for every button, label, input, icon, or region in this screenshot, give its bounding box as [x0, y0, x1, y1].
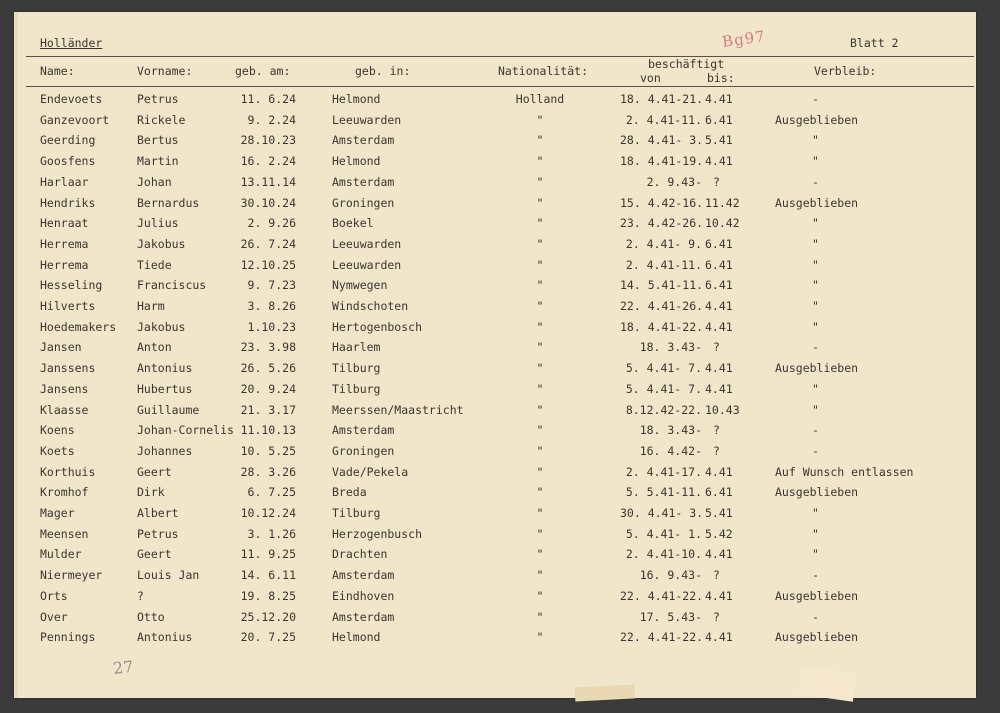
cell-birth-date: 20. 9.24: [240, 381, 296, 396]
cell-employed-until: 6.41: [705, 112, 733, 127]
cell-whereabouts: ": [812, 278, 819, 293]
cell-employed-from: 2. 4.41-17.: [625, 464, 702, 479]
cell-first-name: Johan: [137, 174, 172, 189]
cell-whereabouts: ": [812, 257, 819, 272]
cell-nationality: Holland: [515, 92, 565, 106]
cell-nationality: ": [536, 506, 544, 520]
cell-first-name: Geert: [137, 547, 172, 562]
header-employed: beschäftigt: [648, 57, 725, 71]
cell-birth-place: Leeuwarden: [332, 112, 402, 127]
cell-employed-from: 14. 5.41-11.: [620, 278, 704, 293]
cell-employed-from: 8.12.42-22.: [625, 402, 702, 417]
cell-employed-from: 22. 4.41-26.: [620, 299, 704, 313]
cell-birth-place: Meerssen/Maastricht: [332, 402, 464, 417]
cell-employed-from: 30. 4.41- 3.: [620, 506, 704, 520]
table-row: [0, 92, 1000, 112]
cell-employed-until: 4.41: [705, 630, 733, 645]
cell-first-name: Johannes: [137, 443, 193, 458]
cell-first-name: Johan-Cornelis: [137, 423, 234, 438]
cell-whereabouts: -: [812, 443, 819, 458]
cell-name: Herrema: [40, 236, 89, 251]
cell-birth-place: Tilburg: [332, 506, 381, 520]
cell-nationality: ": [536, 112, 544, 127]
header-bottom-rule: [26, 86, 974, 87]
cell-employed-until: 10.43: [705, 402, 740, 417]
cell-birth-date: 12.10.25: [240, 257, 296, 272]
cell-first-name: Guillaume: [137, 402, 200, 417]
cell-birth-date: 11. 9.25: [240, 547, 296, 562]
cell-whereabouts: -: [812, 568, 819, 583]
cell-first-name: Bertus: [137, 133, 179, 148]
cell-birth-place: Haarlem: [332, 340, 381, 355]
cell-nationality: ": [536, 236, 544, 251]
table-row: [0, 133, 1000, 153]
cell-employed-from: 18. 4.41-19.: [620, 154, 704, 169]
cell-employed-from: 15. 4.42-16.: [620, 195, 704, 210]
cell-employed-until: 4.41: [705, 588, 733, 603]
cell-employed-until: 5.42: [705, 526, 733, 541]
table-row: [0, 589, 1000, 609]
cell-birth-place: Drachten: [332, 547, 388, 562]
table-row: [0, 403, 1000, 423]
cell-whereabouts: ": [812, 547, 819, 562]
cell-birth-date: 28.10.23: [240, 133, 296, 148]
table-row: [0, 527, 1000, 547]
cell-name: Klaasse: [40, 402, 89, 417]
cell-employed-from: 2. 4.41-10.: [625, 547, 702, 562]
cell-whereabouts: Auf Wunsch entlassen: [775, 464, 914, 479]
cell-first-name: Bernardus: [137, 195, 200, 210]
cell-birth-date: 21. 3.17: [240, 402, 296, 417]
cell-name: Mager: [40, 506, 75, 520]
cell-nationality: ": [536, 278, 544, 293]
cell-birth-place: Amsterdam: [332, 423, 395, 438]
cell-birth-place: Amsterdam: [332, 609, 395, 624]
cell-whereabouts: ": [812, 216, 819, 231]
cell-whereabouts: Ausgeblieben: [775, 485, 859, 500]
cell-nationality: ": [536, 568, 544, 583]
cell-birth-date: 26. 7.24: [240, 236, 296, 251]
cell-employed-until: ?: [713, 174, 720, 189]
cell-name: Endevoets: [40, 92, 103, 106]
table-row: [0, 361, 1000, 381]
cell-employed-from: 5. 5.41-11.: [625, 485, 702, 500]
cell-birth-place: Herzogenbusch: [332, 526, 423, 541]
cell-first-name: Martin: [137, 154, 179, 169]
cell-birth-date: 19. 8.25: [240, 588, 296, 603]
cell-employed-until: 4.41: [705, 319, 733, 334]
cell-name: Janssens: [40, 361, 96, 376]
cell-employed-from: 17. 5.43-: [639, 609, 702, 624]
table-row: [0, 630, 1000, 650]
cell-employed-until: 4.41: [705, 92, 733, 106]
cell-employed-until: 6.41: [705, 236, 733, 251]
cell-employed-from: 23. 4.42-26.: [620, 216, 704, 231]
cell-nationality: ": [536, 299, 544, 313]
cell-nationality: ": [536, 133, 544, 148]
table-row: [0, 216, 1000, 236]
cell-nationality: ": [536, 361, 544, 376]
cell-name: Kromhof: [40, 485, 89, 500]
cell-nationality: ": [536, 526, 544, 541]
cell-name: Jansens: [40, 381, 89, 396]
table-row: [0, 154, 1000, 174]
cell-first-name: Antonius: [137, 630, 193, 645]
cell-nationality: ": [536, 216, 544, 231]
cell-whereabouts: Ausgeblieben: [775, 361, 859, 376]
cell-employed-from: 5. 4.41- 7.: [625, 381, 702, 396]
cell-birth-place: Amsterdam: [332, 568, 395, 583]
header-from: von: [640, 71, 661, 85]
cell-name: Jansen: [40, 340, 82, 355]
cell-birth-place: Windschoten: [332, 299, 409, 313]
cell-nationality: ": [536, 588, 544, 603]
cell-name: Goosfens: [40, 154, 96, 169]
cell-birth-date: 9. 7.23: [247, 278, 296, 293]
table-row: [0, 196, 1000, 216]
cell-birth-date: 11.10.13: [240, 423, 296, 438]
cell-first-name: Jakobus: [137, 236, 186, 251]
cell-name: Niermeyer: [40, 568, 103, 583]
cell-whereabouts: -: [812, 423, 819, 438]
cell-first-name: Dirk: [137, 485, 165, 500]
cell-birth-date: 1.10.23: [247, 319, 296, 334]
cell-birth-place: Helmond: [332, 630, 381, 645]
cell-whereabouts: -: [812, 609, 819, 624]
cell-birth-place: Leeuwarden: [332, 257, 402, 272]
cell-employed-from: 16. 4.42-: [639, 443, 702, 458]
cell-first-name: Albert: [137, 506, 179, 520]
table-row: [0, 506, 1000, 526]
table-row: [0, 382, 1000, 402]
cell-nationality: ": [536, 547, 544, 562]
cell-birth-place: Helmond: [332, 154, 381, 169]
cell-whereabouts: ": [812, 402, 819, 417]
header-name: Name:: [40, 64, 75, 78]
cell-employed-until: 4.41: [705, 547, 733, 562]
table-row: [0, 444, 1000, 464]
cell-name: Mulder: [40, 547, 82, 562]
cell-employed-from: 5. 4.41- 1.: [625, 526, 702, 541]
cell-first-name: ?: [137, 588, 144, 603]
cell-birth-date: 6. 7.25: [247, 485, 296, 500]
page-number: Blatt 2: [850, 36, 899, 50]
cell-first-name: Petrus: [137, 526, 179, 541]
cell-name: Hilverts: [40, 299, 96, 313]
cell-employed-until: ?: [713, 568, 720, 583]
cell-first-name: Jakobus: [137, 319, 186, 334]
cell-name: Koets: [40, 443, 75, 458]
cell-first-name: Harm: [137, 299, 165, 313]
cell-birth-place: Tilburg: [332, 361, 381, 376]
cell-birth-date: 23. 3.98: [240, 340, 296, 355]
table-row: [0, 485, 1000, 505]
cell-name: Hendriks: [40, 195, 96, 210]
cell-employed-until: ?: [713, 609, 720, 624]
cell-birth-date: 28. 3.26: [240, 464, 296, 479]
cell-first-name: Franciscus: [137, 278, 207, 293]
cell-birth-date: 10. 5.25: [240, 443, 296, 458]
table-row: [0, 175, 1000, 195]
table-row: [0, 278, 1000, 298]
cell-employed-from: 2. 4.41- 9.: [625, 236, 702, 251]
cell-whereabouts: Ausgeblieben: [775, 112, 859, 127]
cell-name: Hoedemakers: [40, 319, 117, 334]
table-row: [0, 423, 1000, 443]
cell-employed-until: 4.41: [705, 381, 733, 396]
cell-first-name: Otto: [137, 609, 165, 624]
cell-employed-until: 4.41: [705, 299, 733, 313]
cell-employed-from: 18. 3.43-: [639, 340, 702, 355]
cell-employed-from: 22. 4.41-22.: [620, 630, 704, 645]
cell-nationality: ": [536, 485, 544, 500]
cell-birth-date: 9. 2.24: [247, 112, 296, 127]
cell-employed-from: 18. 3.43-: [639, 423, 702, 438]
cell-name: Henraat: [40, 216, 89, 231]
cell-name: Ganzevoort: [40, 112, 110, 127]
cell-employed-until: 11.42: [705, 195, 740, 210]
table-row: [0, 237, 1000, 257]
cell-whereabouts: -: [812, 92, 819, 106]
cell-nationality: ": [536, 257, 544, 272]
cell-employed-from: 5. 4.41- 7.: [625, 361, 702, 376]
cell-birth-place: Vade/Pekela: [332, 464, 409, 479]
cell-whereabouts: -: [812, 174, 819, 189]
cell-whereabouts: ": [812, 381, 819, 396]
header-top-rule: [26, 56, 974, 57]
cell-birth-date: 13.11.14: [240, 174, 296, 189]
cell-name: Pennings: [40, 630, 96, 645]
table-row: [0, 610, 1000, 630]
cell-whereabouts: ": [812, 133, 819, 148]
cell-employed-until: 6.41: [705, 278, 733, 293]
cell-first-name: Geert: [137, 464, 172, 479]
cell-nationality: ": [536, 174, 544, 189]
cell-employed-until: 5.41: [705, 506, 733, 520]
cell-birth-place: Tilburg: [332, 381, 381, 396]
cell-first-name: Anton: [137, 340, 172, 355]
cell-nationality: ": [536, 154, 544, 169]
table-row: [0, 320, 1000, 340]
pencil-note: 27: [112, 656, 135, 679]
cell-name: Over: [40, 609, 68, 624]
cell-name: Orts: [40, 588, 68, 603]
cell-whereabouts: Ausgeblieben: [775, 195, 859, 210]
cell-first-name: Petrus: [137, 92, 179, 106]
cell-birth-date: 3. 1.26: [247, 526, 296, 541]
cell-employed-until: ?: [713, 423, 720, 438]
cell-nationality: ": [536, 340, 544, 355]
cell-nationality: ": [536, 381, 544, 396]
table-row: [0, 258, 1000, 278]
cell-nationality: ": [536, 402, 544, 417]
cell-first-name: Rickele: [137, 112, 186, 127]
cell-birth-date: 26. 5.26: [240, 361, 296, 376]
cell-employed-until: 10.42: [705, 216, 740, 231]
cell-birth-place: Hertogenbosch: [332, 319, 423, 334]
cell-birth-date: 30.10.24: [240, 195, 296, 210]
cell-first-name: Julius: [137, 216, 179, 231]
cell-whereabouts: ": [812, 526, 819, 541]
cell-birth-place: Boekel: [332, 216, 374, 231]
cell-first-name: Tiede: [137, 257, 172, 272]
cell-whereabouts: Ausgeblieben: [775, 630, 859, 645]
cell-whereabouts: ": [812, 299, 819, 313]
cell-employed-from: 18. 4.41-21.: [620, 92, 704, 106]
sheet-title: Holländer: [40, 36, 103, 50]
header-geb-am: geb. am:: [235, 64, 291, 78]
table-row: [0, 547, 1000, 567]
cell-birth-place: Nymwegen: [332, 278, 388, 293]
cell-birth-place: Breda: [332, 485, 367, 500]
table-row: [0, 568, 1000, 588]
cell-employed-from: 16. 9.43-: [639, 568, 702, 583]
cell-birth-place: Amsterdam: [332, 133, 395, 148]
cell-birth-date: 3. 8.26: [247, 299, 296, 313]
cell-birth-place: Leeuwarden: [332, 236, 402, 251]
cell-employed-until: 5.41: [705, 133, 733, 148]
cell-whereabouts: Ausgeblieben: [775, 588, 859, 603]
cell-first-name: Hubertus: [137, 381, 193, 396]
table-row: [0, 465, 1000, 485]
paper-tab: [575, 684, 636, 701]
cell-nationality: ": [536, 630, 544, 645]
cell-birth-date: 10.12.24: [240, 506, 296, 520]
cell-birth-date: 16. 2.24: [240, 154, 296, 169]
cell-employed-until: 4.41: [705, 464, 733, 479]
cell-whereabouts: ": [812, 236, 819, 251]
header-until: bis:: [707, 71, 735, 85]
cell-first-name: Antonius: [137, 361, 193, 376]
table-row: [0, 340, 1000, 360]
cell-name: Geerding: [40, 133, 96, 148]
cell-employed-until: 4.41: [705, 361, 733, 376]
cell-name: Harlaar: [40, 174, 89, 189]
cell-whereabouts: ": [812, 319, 819, 334]
cell-birth-place: Helmond: [332, 92, 381, 106]
cell-employed-until: ?: [713, 443, 720, 458]
cell-employed-from: 28. 4.41- 3.: [620, 133, 704, 148]
table-row: [0, 299, 1000, 319]
cell-birth-place: Groningen: [332, 443, 395, 458]
cell-name: Herrema: [40, 257, 89, 272]
cell-employed-from: 22. 4.41-22.: [620, 588, 704, 603]
cell-birth-date: 25.12.20: [240, 609, 296, 624]
cell-employed-until: 4.41: [705, 154, 733, 169]
cell-employed-until: ?: [713, 340, 720, 355]
cell-nationality: ": [536, 195, 544, 210]
cell-first-name: Louis Jan: [137, 568, 200, 583]
cell-name: Korthuis: [40, 464, 96, 479]
header-geb-in: geb. in:: [355, 64, 411, 78]
cell-birth-place: Eindhoven: [332, 588, 395, 603]
cell-whereabouts: -: [812, 340, 819, 355]
cell-name: Koens: [40, 423, 75, 438]
cell-nationality: ": [536, 443, 544, 458]
cell-employed-from: 18. 4.41-22.: [620, 319, 704, 334]
header-whereabouts: Verbleib:: [814, 64, 877, 78]
header-vorname: Vorname:: [137, 64, 193, 78]
cell-employed-from: 2. 4.41-11.: [625, 257, 702, 272]
cell-employed-until: 6.41: [705, 485, 733, 500]
cell-employed-until: 6.41: [705, 257, 733, 272]
cell-name: Hesseling: [40, 278, 103, 293]
cell-name: Meensen: [40, 526, 89, 541]
cell-employed-from: 2. 9.43-: [646, 174, 702, 189]
cell-whereabouts: ": [812, 506, 819, 520]
cell-nationality: ": [536, 609, 544, 624]
header-nationality: Nationalität:: [498, 64, 589, 78]
cell-birth-date: 11. 6.24: [240, 92, 296, 106]
cell-nationality: ": [536, 423, 544, 438]
table-row: [0, 113, 1000, 133]
cell-birth-date: 14. 6.11: [240, 568, 296, 583]
cell-nationality: ": [536, 464, 544, 479]
cell-whereabouts: ": [812, 154, 819, 169]
cell-employed-from: 2. 4.41-11.: [625, 112, 702, 127]
cell-birth-date: 2. 9.26: [247, 216, 296, 231]
cell-birth-date: 20. 7.25: [240, 630, 296, 645]
red-stamp: Bg97: [720, 27, 767, 51]
cell-birth-place: Groningen: [332, 195, 395, 210]
cell-birth-place: Amsterdam: [332, 174, 395, 189]
cell-nationality: ": [536, 319, 544, 334]
